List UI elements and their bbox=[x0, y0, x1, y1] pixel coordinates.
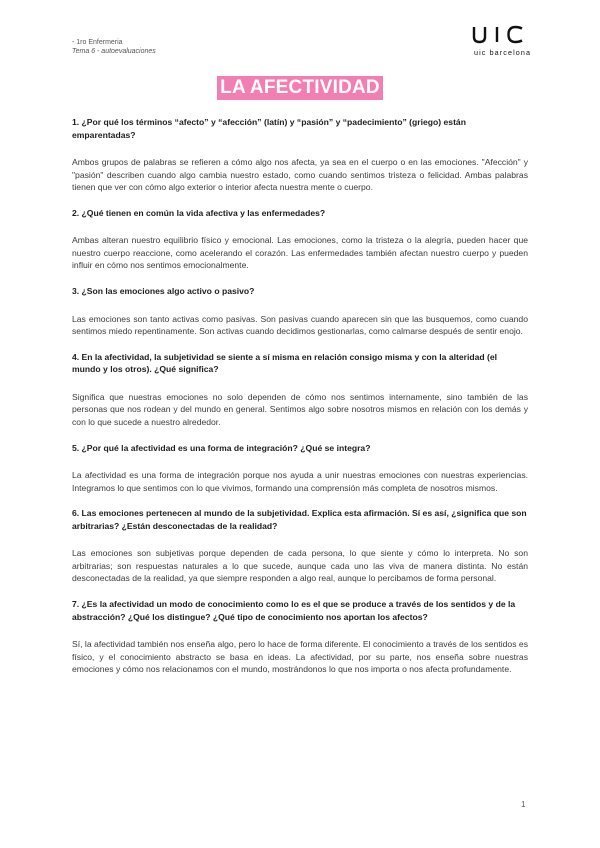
question-6: 6. Las emociones pertenecen al mundo de la subjetividad. Explica esta afirmación. Sí es así, ¿significa que son arbitrarias? ¿Están desconectadas de la realidad? bbox=[72, 508, 527, 531]
logo-wordmark: uic barcelona bbox=[474, 48, 532, 57]
page-number: 1 bbox=[521, 800, 526, 809]
document-subtitle: Tema 6 - autoevaluaciones bbox=[72, 48, 156, 55]
answer-1: Ambos grupos de palabras se refieren a cómo algo nos afecta, ya sea en el cuerpo o en las emociones. "Afección" y "pasión" describen cuando algo cambia nuestro estado, como cuando sentimos tristeza o felicidad. Ambas palabras tienen que ver con cómo algo exterior o interior afecta nuestra mente o cuerpo. bbox=[72, 157, 528, 193]
answer-4: Significa que nuestras emociones no solo dependen de cómo nos sentimos internamente, sino también de las personas que nos rodean y del mundo en general. Sentimos algo sobre nosotros mismos en relación con los demás y con lo que sucede a nuestro alrededor. bbox=[72, 391, 528, 427]
page-title: LA AFECTIVIDAD bbox=[217, 76, 383, 100]
question-2: 2. ¿Qué tienen en común la vida afectiva y las enfermedades? bbox=[72, 207, 326, 218]
answer-3: Las emociones son tanto activas como pasivas. Son pasivas cuando aparecen sin que las busquemos, como cuando sentimos miedo repentinamente. Son activas cuando decidimos gestionarlas, como calmarse después de sentir enojo. bbox=[72, 313, 528, 337]
answer-2: Ambas alteran nuestro equilibrio físico y emocional. Las emociones, como la tristeza o la alegría, pueden hacer que nuestro cuerpo reaccione, como acelerando el corazón. Las enfermedades también afectan nuestro cuerpo y pueden influir en cómo nos sentimos emocionalmente. bbox=[72, 235, 528, 271]
document-header bbox=[72, 38, 156, 56]
uic-logo bbox=[470, 22, 532, 62]
answer-5: La afectividad es una forma de integración porque nos ayuda a unir nuestras emociones con nuestras experiencias. Integramos lo que sentimos con lo que vivimos, formando una comprensión más completa de nosotros mismos. bbox=[72, 470, 528, 493]
question-1: 1. ¿Por qué los términos “afecto” y “afección” (latín) y “pasión” y “padecimiento” (griego) están emparentadas? bbox=[72, 117, 466, 140]
question-7: 7. ¿Es la afectividad un modo de conocimiento como lo es el que se produce a través de los sentidos y de la abstracción? ¿Qué los distingue? ¿Qué tipo de conocimiento nos aportan los afectos? bbox=[72, 599, 516, 622]
answer-6: Las emociones son subjetivas porque dependen de cada persona, lo que siente y cómo lo interpreta. No son arbitrarias; son respuestas naturales a lo que sucede, aunque cada uno las viva de manera distinta. No están desconectadas de la realidad, ya que siempre responden a algo real, aunque lo percibamos de forma personal. bbox=[72, 548, 528, 584]
qa-list bbox=[72, 116, 528, 689]
answer-7: Sí, la afectividad también nos enseña algo, pero lo hace de forma diferente. El conocimiento a través de los sentidos es físico, y el conocimiento abstracto se basa en ideas. La afectividad, por su parte, nos enseña sobre nuestras emociones y cómo nos relacionamos con el mundo, mostrándonos lo que nos importa o nos afecta profundamente. bbox=[72, 639, 528, 675]
question-3: 3. ¿Son las emociones algo activo o pasivo? bbox=[72, 286, 255, 297]
question-4: 4. En la afectividad, la subjetividad se siente a sí misma en relación consigo misma y con la alteridad (el mundo y los otros). ¿Qué significa? bbox=[72, 351, 498, 375]
course-label: - 1ro Enfermeria bbox=[72, 39, 123, 46]
question-5: 5. ¿Por qué la afectividad es una forma de integración? ¿Qué se integra? bbox=[72, 442, 371, 453]
